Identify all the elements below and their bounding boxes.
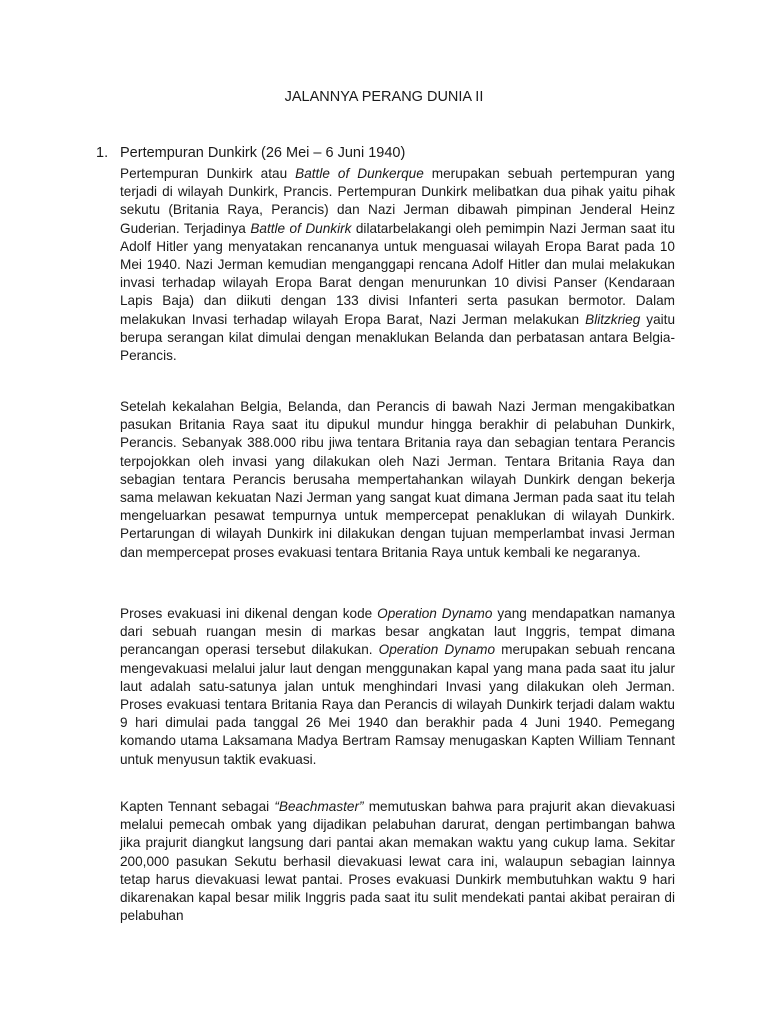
p1-text-d: yaitu berupa serangan kilat dimulai dengan menaklukan Belanda dan perbatasan antara Belgia-Perancis.	[120, 311, 676, 364]
p3-text-b: yang mendapatkan namanya dari sebuah ruangan mesin di markas besar angkatan laut Inggris, tempat dimana perancangan operasi tersebut dilakukan.	[120, 606, 676, 658]
p3-text-c: merupakan sebuah rencana mengevakuasi melalui jalur laut dengan menggunakan kapal yang mana pada saat itu jalur laut adalah satu-satunya jalan untuk menghindari Invasi yang dilakukan oleh Jerman. Proses evakuasi tentara Britania Raya dan Perancis di wilayah Dunkirk terjadi dalam waktu 9 hari dimulai pada tanggal 26 Mei 1940 dan berakhir pada 4 Juni 1940. Pemegang komando utama Laksamana Madya Bertram Ramsay menugaskan Kapten William Tennant untuk menyusun taktik evakuasi.	[120, 642, 676, 767]
p1-text-b: merupakan sebuah pertempuran yang terjadi di wilayah Dunkirk, Prancis. Pertempuran Dunkirk melibatkan dua pihak yaitu pihak sekutu (Britania Raya, Perancis) dan Nazi Jerman dibawah pimpinan Jenderal Heinz Guderian. Terjadinya	[120, 166, 675, 236]
p1-italic-3: Blitzkrieg	[585, 311, 641, 327]
p3-italic-1: Operation Dynamo	[377, 606, 493, 621]
p1-italic-1: Battle of Dunkerque	[295, 166, 424, 181]
p1-italic-2: Battle of Dunkirk	[250, 220, 352, 236]
section-heading	[96, 144, 676, 162]
document-title: JALANNYA PERANG DUNIA II	[284, 89, 484, 105]
paragraph-1	[120, 165, 675, 365]
p4-text-a: Kapten Tennant sebagai	[120, 799, 275, 814]
p1-text-c: dilatarbelakangi oleh pemimpin Nazi Jerman saat itu Adolf Hitler yang menyatakan rencananya untuk menguasai wilayah Eropa Barat pada 10 Mei 1940. Nazi Jerman kemudian menganggapi rencana Adolf Hitler dan mulai melakukan invasi terhadap wilayah Eropa Barat dengan menurunkan 10 divisi Panser (Kendaraan Lapis Baja) dan diikuti dengan 133 divisi Infanteri serta pasukan bermotor. Dalam melakukan Invasi terhadap wilayah Eropa Barat, Nazi Jerman melakukan	[120, 220, 676, 327]
p3-italic-2: Operation Dynamo	[378, 642, 496, 658]
p4-text-b: memutuskan bahwa para prajurit akan dievakuasi melalui pemecah ombak yang dijadikan pelabuhan darurat, dengan pertimbangan bahwa jika prajurit diangkut langsung dari pantai akan memakan waktu yang cukup lama. Sekitar 200,000 pasukan Sekutu berhasil dievakuasi lewat cara ini, walaupun sebagian lainnya tetap harus dievakuasi lewat pantai. Proses evakuasi Dunkirk membutuhkan waktu 9 hari dikarenakan kapal besar milik Inggris pada saat itu sulit mendekati pantai akibat perairan di pelabuhan	[120, 799, 675, 924]
paragraph-4	[120, 798, 675, 925]
p1-text-a: Pertempuran Dunkirk atau	[120, 166, 296, 181]
p3-text-a: Proses evakuasi ini dikenal dengan kode	[120, 606, 378, 621]
paragraph-2: Setelah kekalahan Belgia, Belanda, dan Perancis di bawah Nazi Jerman mengakibatkan pasukan Britania Raya saat itu dipukul mundur hingga berakhir di pelabuhan Dunkirk, Perancis. Sebanyak 388.000 ribu jiwa tentara Britania raya dan sebagian tentara Perancis terpojokkan oleh invasi yang dilakukan oleh Nazi Jerman. Tentara Britania Raya dan sebagian tentara Perancis berusaha mempertahankan wilayah Dunkirk dengan bekerja sama melawan kekuatan Nazi Jerman yang sangat kuat dimana Jerman pada saat itu telah mengeluarkan pesawat tempurnya untuk mempercepat penaklukan di wilayah Dunkirk. Pertarungan di wilayah Dunkirk ini dilakukan dengan tujuan memperlambat invasi Jerman dan mempercepat proses evakuasi tentara Britania Raya untuk kembali ke negaranya.	[120, 399, 675, 560]
paragraph-3	[120, 605, 675, 769]
section-heading-text: Pertempuran Dunkirk (26 Mei – 6 Juni 1940)	[120, 145, 406, 161]
section-number: 1.	[96, 145, 109, 161]
p4-italic-1: “Beachmaster”	[274, 799, 364, 814]
